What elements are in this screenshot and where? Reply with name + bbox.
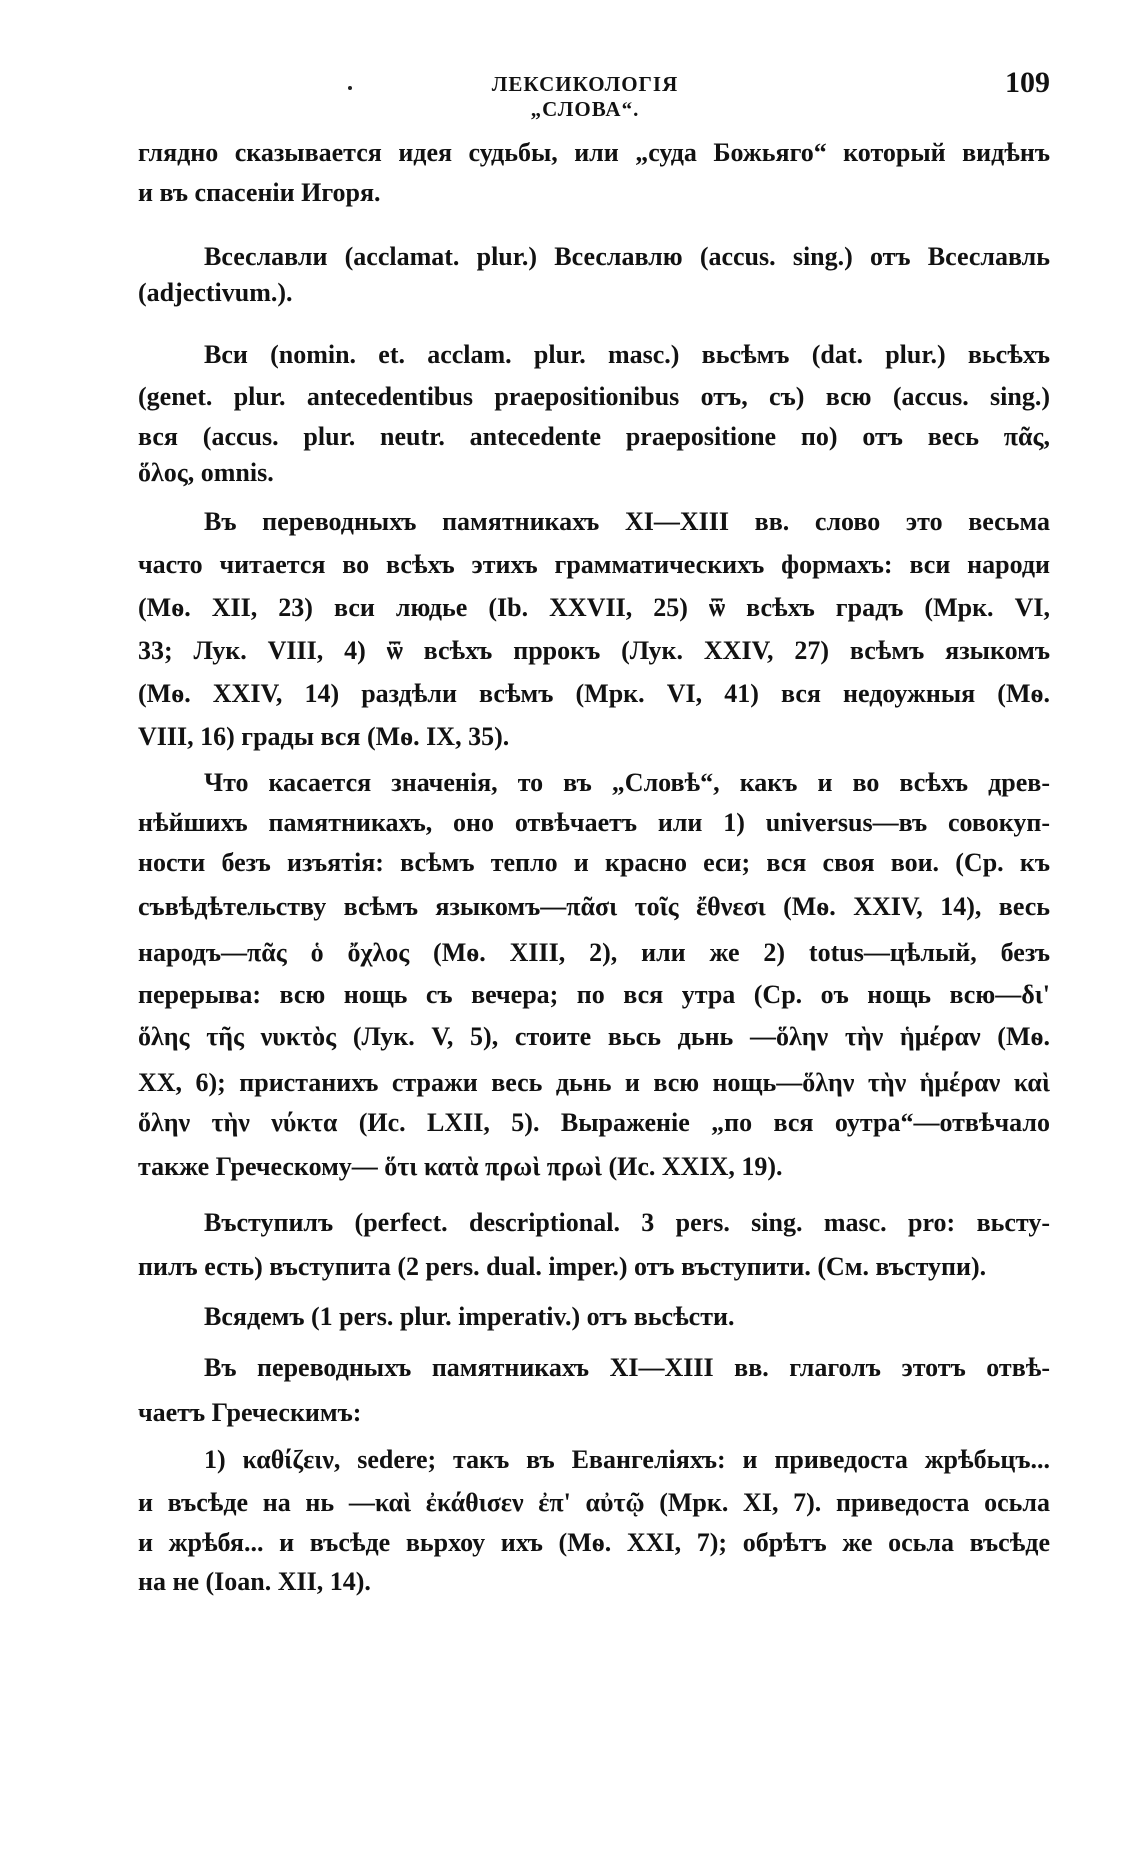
- text-line: глядно сказывается идея судьбы, или „суда Божьяго“ который видѣнъ: [138, 138, 1050, 167]
- page-number: 109: [1005, 66, 1050, 99]
- text-line: Всеславли (acclamat. plur.) Всеславлю (accus. sing.) отъ Всеславль: [204, 242, 1050, 271]
- text-line: нѣйшихъ памятникахъ, оно отвѣчаетъ или 1) universus—въ совокуп-: [138, 808, 1050, 837]
- text-line: ὅλος, omnis.: [138, 458, 274, 487]
- text-line: ὅλην τὴν νύκτα (Ис. LXII, 5). Выраженіе „по вся оутра“—отвѣчало: [138, 1108, 1050, 1137]
- text-line: и въсѣде на нь —καὶ ἐκάθισεν ἐπ' αὐτῷ (Мрк. XI, 7). приведоста осьла: [138, 1488, 1050, 1517]
- text-line: 1) καθίζειν, sedere; такъ въ Евангеліяхъ: и приведоста жрѣбьцъ...: [204, 1445, 1050, 1474]
- print-speck: [348, 86, 352, 90]
- text-line: пилъ есть) въступита (2 pers. dual. imper.) отъ въступити. (См. въступи).: [138, 1252, 987, 1281]
- text-line: на не (Ioan. XII, 14).: [138, 1567, 371, 1596]
- text-line: Въ переводныхъ памятникахъ XI—XIII вв. слово это весьма: [204, 507, 1050, 536]
- text-line: Что касается значенія, то въ „Словѣ“, какъ и во всѣхъ древ-: [204, 768, 1050, 797]
- text-line: ὅλης τῆς νυκτὸς (Лук. V, 5), стоите вьсь дьнь —ὅλην τὴν ἡμέραν (Мѳ.: [138, 1022, 1050, 1051]
- text-line: съвѣдѣтельству всѣмъ языкомъ—πᾶσι τοῖς ἔθνεσι (Мѳ. XXIV, 14), весь: [138, 892, 1050, 921]
- text-line: также Греческому— ὅτι κατὰ πρωὶ πρωὶ (Ис. XXIX, 19).: [138, 1152, 783, 1181]
- text-line: Въ переводныхъ памятникахъ XI—XIII вв. глаголъ этотъ отвѣ-: [204, 1353, 1050, 1382]
- text-line: Вси (nomin. et. acclam. plur. masc.) вьсѣмъ (dat. plur.) вьсѣхъ: [204, 340, 1050, 369]
- text-line: Всядемъ (1 pers. plur. imperativ.) отъ вьсѣсти.: [204, 1302, 735, 1331]
- text-line: вся (accus. plur. neutr. antecedente praepositione по) отъ весь πᾶς,: [138, 422, 1050, 451]
- text-line: чаетъ Греческимъ:: [138, 1398, 362, 1427]
- text-line: (adjectivum.).: [138, 278, 293, 307]
- text-line: ности безъ изъятія: всѣмъ тепло и красно еси; вся своя вои. (Ср. къ: [138, 848, 1050, 877]
- text-line: и въ спасеніи Игоря.: [138, 178, 381, 207]
- text-line: XX, 6); пристанихъ стражи весь дьнь и всю нощь—ὅλην τὴν ἡμέραν καὶ: [138, 1068, 1050, 1097]
- text-line: 33; Лук. VIII, 4) ѿ всѣхъ пррокъ (Лук. XXIV, 27) всѣмъ языкомъ: [138, 636, 1050, 665]
- text-line: (genet. plur. antecedentibus praepositionibus отъ, съ) всю (accus. sing.): [138, 382, 1050, 411]
- text-line: Въступилъ (perfect. descriptional. 3 pers. sing. masc. pro: вьсту-: [204, 1208, 1050, 1237]
- text-line: часто читается во всѣхъ этихъ грамматическихъ формахъ: вси народи: [138, 550, 1050, 579]
- text-line: народъ—πᾶς ὁ ὄχλος (Мѳ. XIII, 2), или же 2) totus—цѣлый, безъ: [138, 938, 1050, 967]
- text-line: (Мѳ. XII, 23) вси людье (Ib. XXVII, 25) ѿ всѣхъ градъ (Мрк. VI,: [138, 593, 1050, 622]
- text-line: (Мѳ. XXIV, 14) раздѣли всѣмъ (Мрк. VI, 41) вся недоужныя (Мѳ.: [138, 679, 1050, 708]
- running-title: ЛЕКСИКОЛОГІЯ „СЛОВА“.: [491, 72, 679, 121]
- text-line: VIII, 16) грады вся (Мѳ. IX, 35).: [138, 722, 510, 751]
- text-line: перерыва: всю нощь съ вечера; по вся утра (Ср. оъ нощь всю—δι': [138, 980, 1050, 1009]
- text-line: и жрѣбя... и въсѣде вьрхоу ихъ (Мѳ. XXI, 7); обрѣтъ же осьла въсѣде: [138, 1528, 1050, 1557]
